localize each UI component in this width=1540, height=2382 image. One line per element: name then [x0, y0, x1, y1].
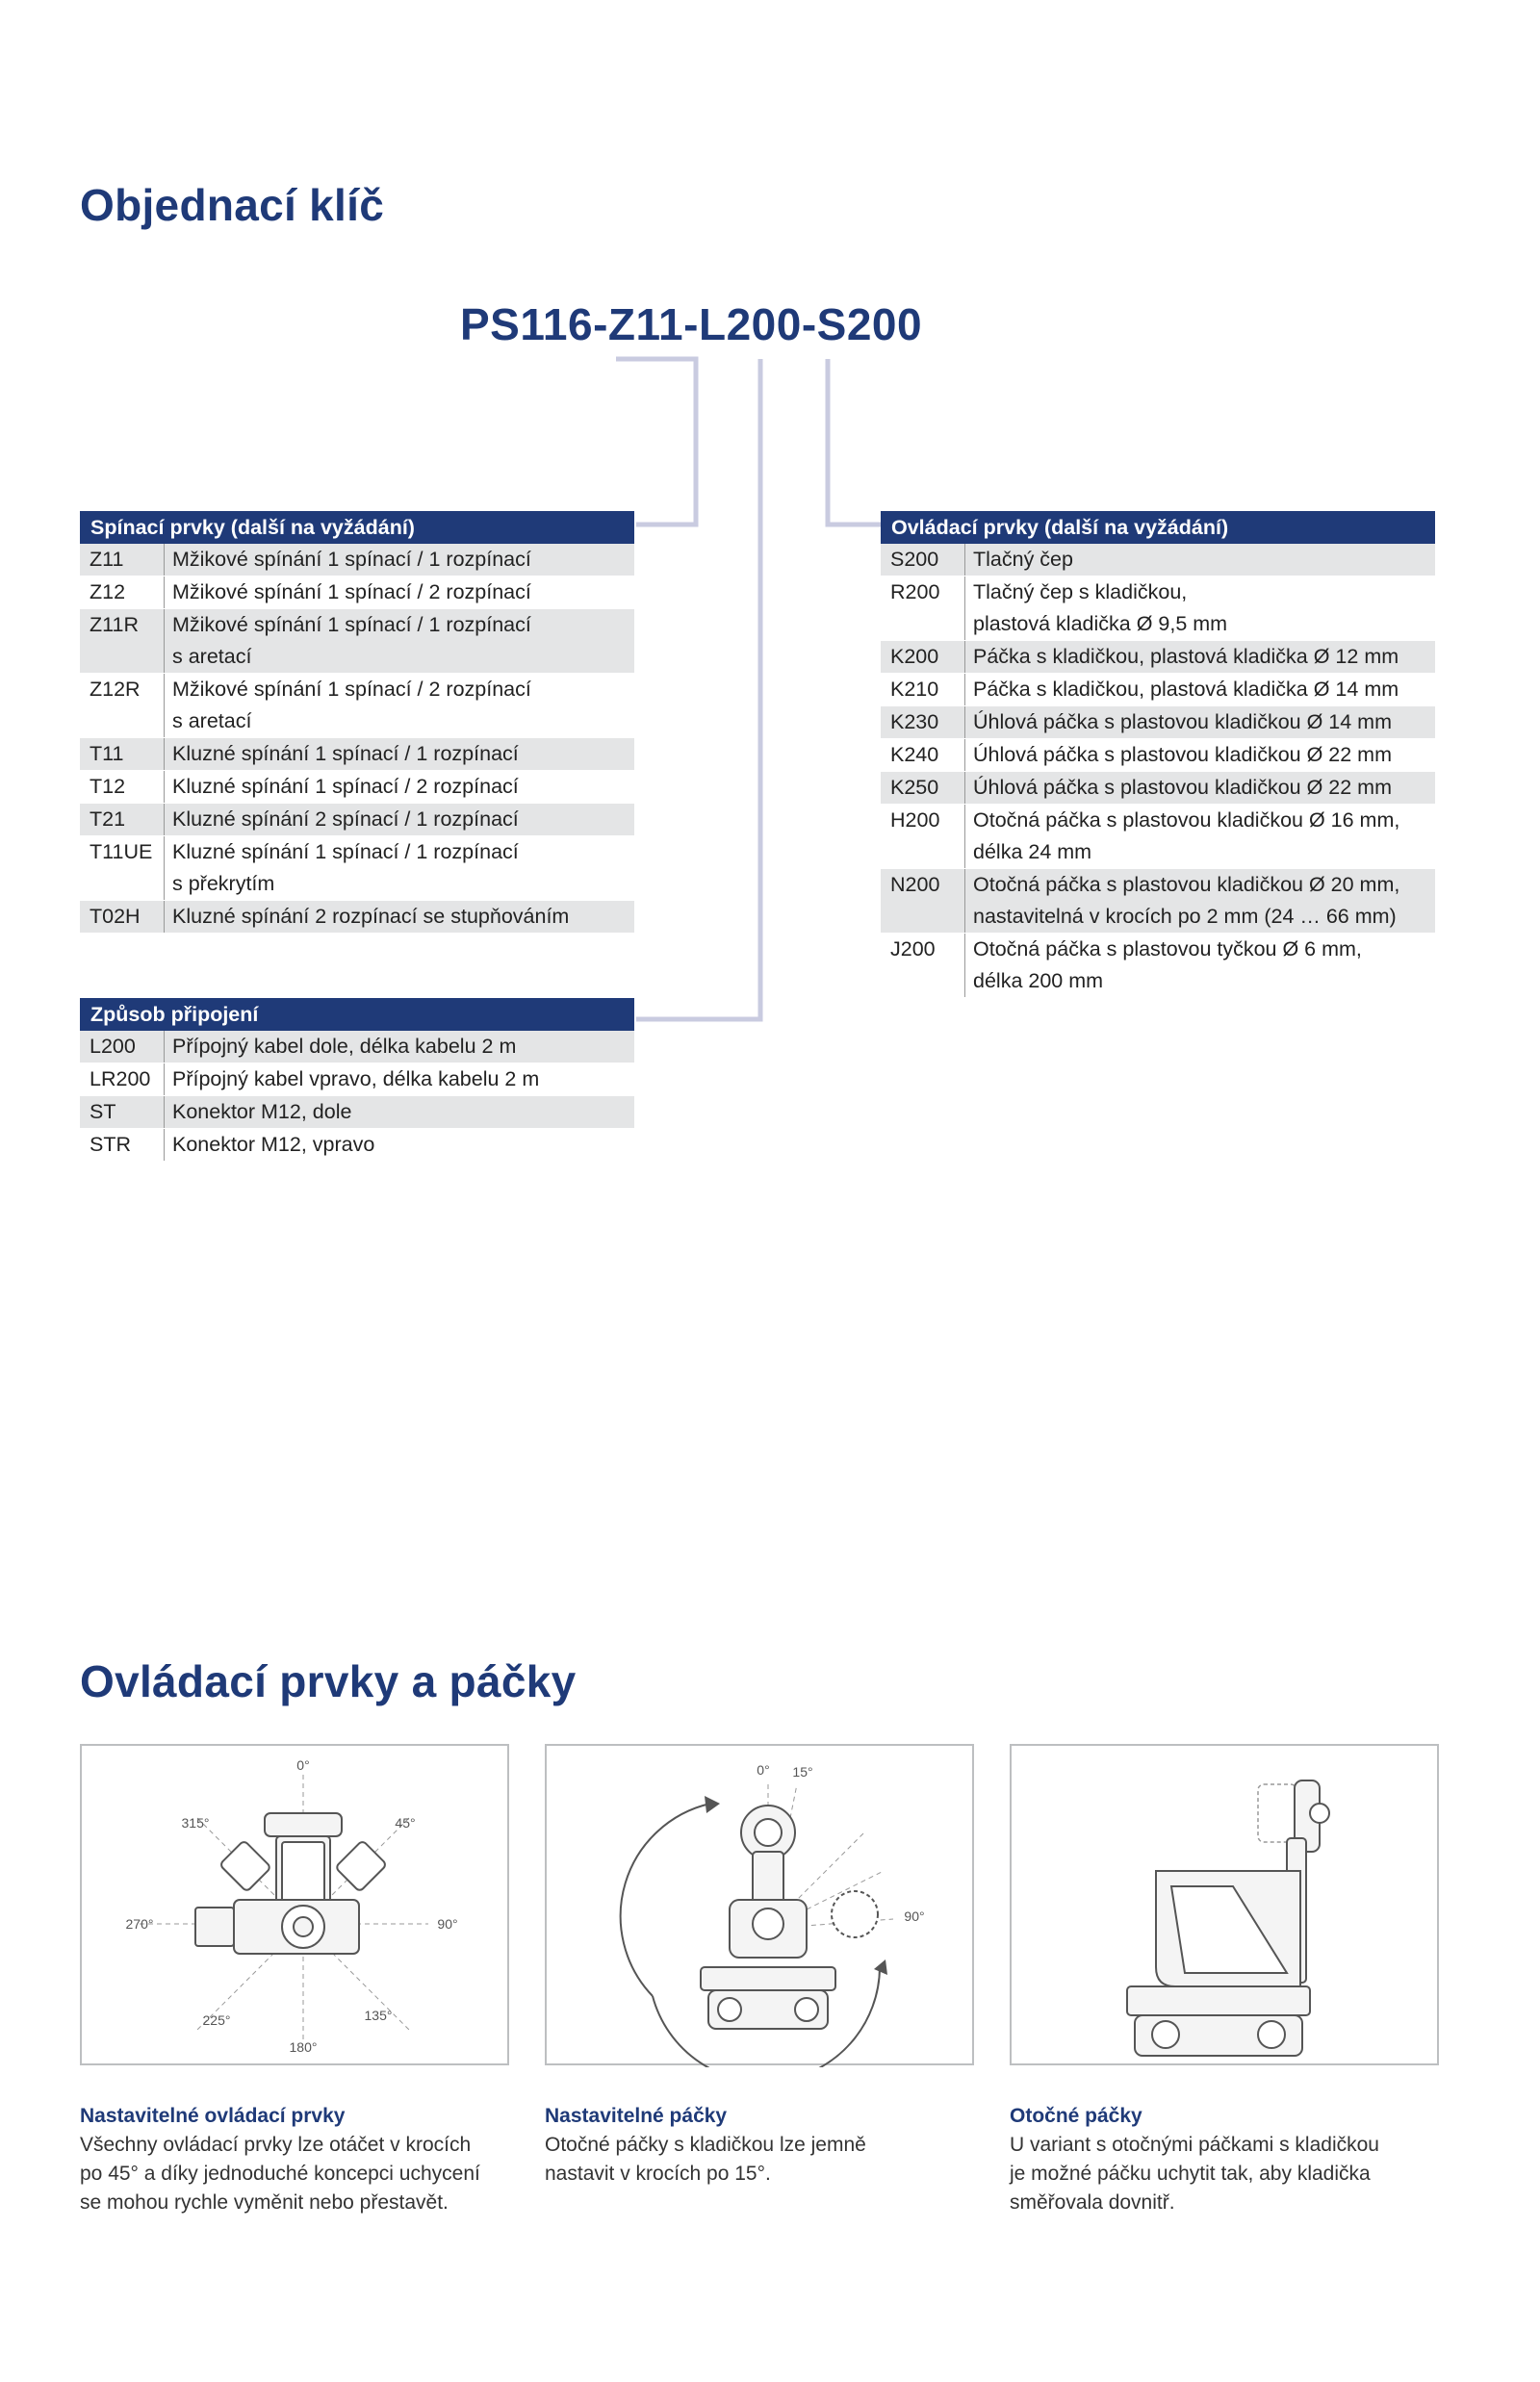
order-key-title: Objednací klíč [80, 180, 385, 230]
description-line: délka 200 mm [973, 969, 1104, 992]
description-line: Přípojný kabel dole, délka kabelu 2 m [172, 1035, 517, 1058]
table-row [881, 706, 1435, 739]
row-description [165, 674, 634, 737]
row-code: Z12 [80, 576, 165, 608]
row-code: J200 [881, 934, 965, 997]
angle-135-label: 135° [364, 2008, 393, 2023]
caption-line: U variant s otočnými páčkami s kladičkou [1010, 2134, 1379, 2156]
angle-270-label: 270° [125, 1916, 154, 1932]
table-row [80, 1063, 634, 1096]
table-row [80, 901, 634, 934]
caption-line: po 45° a díky jednoduché koncepci uchycení [80, 2163, 480, 2185]
caption-line: Otočné páčky s kladičkou lze jemně [545, 2134, 866, 2156]
row-description [165, 1096, 634, 1128]
table-row [80, 836, 634, 901]
row-description [165, 1031, 634, 1063]
description-line: s aretací [172, 645, 252, 668]
caption-adjustable-levers [545, 2102, 978, 2189]
row-code: Z11R [80, 609, 165, 673]
row-description [165, 804, 634, 835]
row-code: L200 [80, 1031, 165, 1063]
row-code: K240 [881, 739, 965, 771]
table-row [80, 738, 634, 771]
description-line: Tlačný čep [973, 548, 1073, 571]
description-line: Kluzné spínání 2 spínací / 1 rozpínací [172, 807, 519, 831]
description-line: délka 24 mm [973, 840, 1092, 863]
row-code: K250 [881, 772, 965, 804]
angle-0-label: 0° [296, 1757, 310, 1773]
row-code: ST [80, 1096, 165, 1128]
description-line: Otočná páčka s plastovou kladičkou Ø 20 mm, [973, 873, 1400, 896]
description-line: Kluzné spínání 1 spínací / 1 rozpínací [172, 840, 519, 863]
panel-adjustable-actuators [80, 1744, 509, 2065]
row-description [165, 836, 634, 900]
description-line: Úhlová páčka s plastovou kladičkou Ø 22 mm [973, 776, 1392, 799]
connector-actuator [828, 359, 881, 525]
row-description [965, 772, 1435, 804]
table-row [80, 804, 634, 836]
angle-0-label: 0° [757, 1762, 770, 1778]
row-description [965, 544, 1435, 576]
code-prefix: PS116- [460, 299, 608, 349]
table-row [80, 1129, 634, 1162]
row-code: H200 [881, 805, 965, 868]
description-line: Úhlová páčka s plastovou kladičkou Ø 14 mm [973, 710, 1392, 733]
caption-line: Všechny ovládací prvky lze otáčet v krocích [80, 2134, 472, 2156]
description-line: Otočná páčka s plastovou tyčkou Ø 6 mm, [973, 937, 1362, 960]
code-connection: L200 [698, 299, 802, 349]
table-row [881, 739, 1435, 772]
row-code: N200 [881, 869, 965, 933]
row-description [165, 771, 634, 803]
row-description [965, 674, 1435, 705]
description-line: Mžikové spínání 1 spínací / 1 rozpínací [172, 613, 531, 636]
description-line: Kluzné spínání 2 rozpínací se stupňováním [172, 905, 570, 928]
row-code: S200 [881, 544, 965, 576]
table-row [881, 805, 1435, 869]
caption-title: Nastavitelné páčky [545, 2105, 728, 2127]
description-line: Přípojný kabel vpravo, délka kabelu 2 m [172, 1067, 540, 1090]
switching-table-header: Spínací prvky (další na vyžádání) [80, 511, 634, 544]
row-code: T11 [80, 738, 165, 770]
caption-line: nastavit v krocích po 15°. [545, 2163, 771, 2185]
row-description [965, 739, 1435, 771]
table-row [881, 674, 1435, 706]
description-line: s aretací [172, 709, 252, 732]
table-row [881, 544, 1435, 576]
caption-rotary-levers [1010, 2102, 1443, 2217]
row-code: Z12R [80, 674, 165, 737]
code-actuator: S200 [816, 299, 923, 349]
description-line: Mžikové spínání 1 spínací / 2 rozpínací [172, 678, 531, 701]
description-line: Páčka s kladičkou, plastová kladička Ø 14 mm [973, 678, 1399, 701]
row-code: R200 [881, 576, 965, 640]
adjustable-lever-drawing [547, 1746, 976, 2067]
table-row [80, 1031, 634, 1063]
row-code: T02H [80, 901, 165, 933]
row-description [965, 805, 1435, 868]
row-code: LR200 [80, 1063, 165, 1095]
code-switching: Z11 [607, 299, 684, 349]
actuator-head-drawing [82, 1746, 511, 2067]
caption-line: směřovala dovnitř. [1010, 2191, 1175, 2214]
switching-table [80, 511, 634, 934]
table-row [80, 609, 634, 674]
row-description [165, 1063, 634, 1095]
angle-180-label: 180° [289, 2039, 318, 2055]
table-row [881, 772, 1435, 805]
row-code: K230 [881, 706, 965, 738]
row-code: T11UE [80, 836, 165, 900]
code-dash-1: - [683, 299, 699, 349]
row-description [165, 609, 634, 673]
table-row [881, 641, 1435, 674]
angle-225-label: 225° [202, 2012, 231, 2028]
description-line: Mžikové spínání 1 spínací / 2 rozpínací [172, 580, 531, 603]
table-row [80, 674, 634, 738]
rotary-lever-drawing [1012, 1746, 1441, 2067]
row-description [165, 1129, 634, 1161]
row-description [965, 869, 1435, 933]
panel-adjustable-levers [545, 1744, 974, 2065]
row-code: Z11 [80, 544, 165, 576]
connector-switching [616, 359, 696, 525]
description-line: Otočná páčka s plastovou kladičkou Ø 16 mm, [973, 808, 1400, 832]
row-description [965, 706, 1435, 738]
actuator-table-header: Ovládací prvky (další na vyžádání) [881, 511, 1435, 544]
caption-title: Nastavitelné ovládací prvky [80, 2105, 346, 2127]
description-line: nastavitelná v krocích po 2 mm (24 … 66 mm) [973, 905, 1397, 928]
description-line: plastová kladička Ø 9,5 mm [973, 612, 1228, 635]
description-line: s překrytím [172, 872, 275, 895]
caption-title: Otočné páčky [1010, 2105, 1142, 2127]
table-row [80, 1096, 634, 1129]
caption-adjustable-actuators [80, 2102, 513, 2217]
description-line: Úhlová páčka s plastovou kladičkou Ø 22 mm [973, 743, 1392, 766]
table-row [80, 576, 634, 609]
code-dash-2: - [801, 299, 817, 349]
description-line: Páčka s kladičkou, plastová kladička Ø 12 mm [973, 645, 1399, 668]
table-row [80, 771, 634, 804]
angle-45-label: 45° [395, 1815, 416, 1831]
row-code: T21 [80, 804, 165, 835]
row-description [165, 738, 634, 770]
row-code: K210 [881, 674, 965, 705]
description-line: Mžikové spínání 1 spínací / 1 rozpínací [172, 548, 531, 571]
table-row [881, 576, 1435, 641]
connection-table [80, 998, 634, 1162]
description-line: Kluzné spínání 1 spínací / 1 rozpínací [172, 742, 519, 765]
angle-315-label: 315° [181, 1815, 210, 1831]
connection-table-header: Způsob připojení [80, 998, 634, 1031]
row-description [965, 576, 1435, 640]
description-line: Kluzné spínání 1 spínací / 2 rozpínací [172, 775, 519, 798]
angle-90-label: 90° [437, 1916, 458, 1932]
row-description [165, 544, 634, 576]
row-description [965, 641, 1435, 673]
actuator-table [881, 511, 1435, 998]
angle-15-label: 15° [792, 1764, 813, 1780]
row-description [965, 934, 1435, 997]
row-code: T12 [80, 771, 165, 803]
table-row [881, 934, 1435, 998]
description-line: Konektor M12, vpravo [172, 1133, 375, 1156]
row-description [165, 901, 634, 933]
caption-line: je možné páčku uchytit tak, aby kladička [1010, 2163, 1371, 2185]
caption-line: se mohou rychle vyměnit nebo přestavět. [80, 2191, 449, 2214]
row-code: K200 [881, 641, 965, 673]
levers-section-title: Ovládací prvky a páčky [80, 1656, 577, 1706]
table-row [881, 869, 1435, 934]
row-code: STR [80, 1129, 165, 1161]
row-description [165, 576, 634, 608]
description-line: Konektor M12, dole [172, 1100, 352, 1123]
panel-rotary-levers [1010, 1744, 1439, 2065]
angle-90-label: 90° [904, 1908, 925, 1924]
table-row [80, 544, 634, 576]
description-line: Tlačný čep s kladičkou, [973, 580, 1188, 603]
